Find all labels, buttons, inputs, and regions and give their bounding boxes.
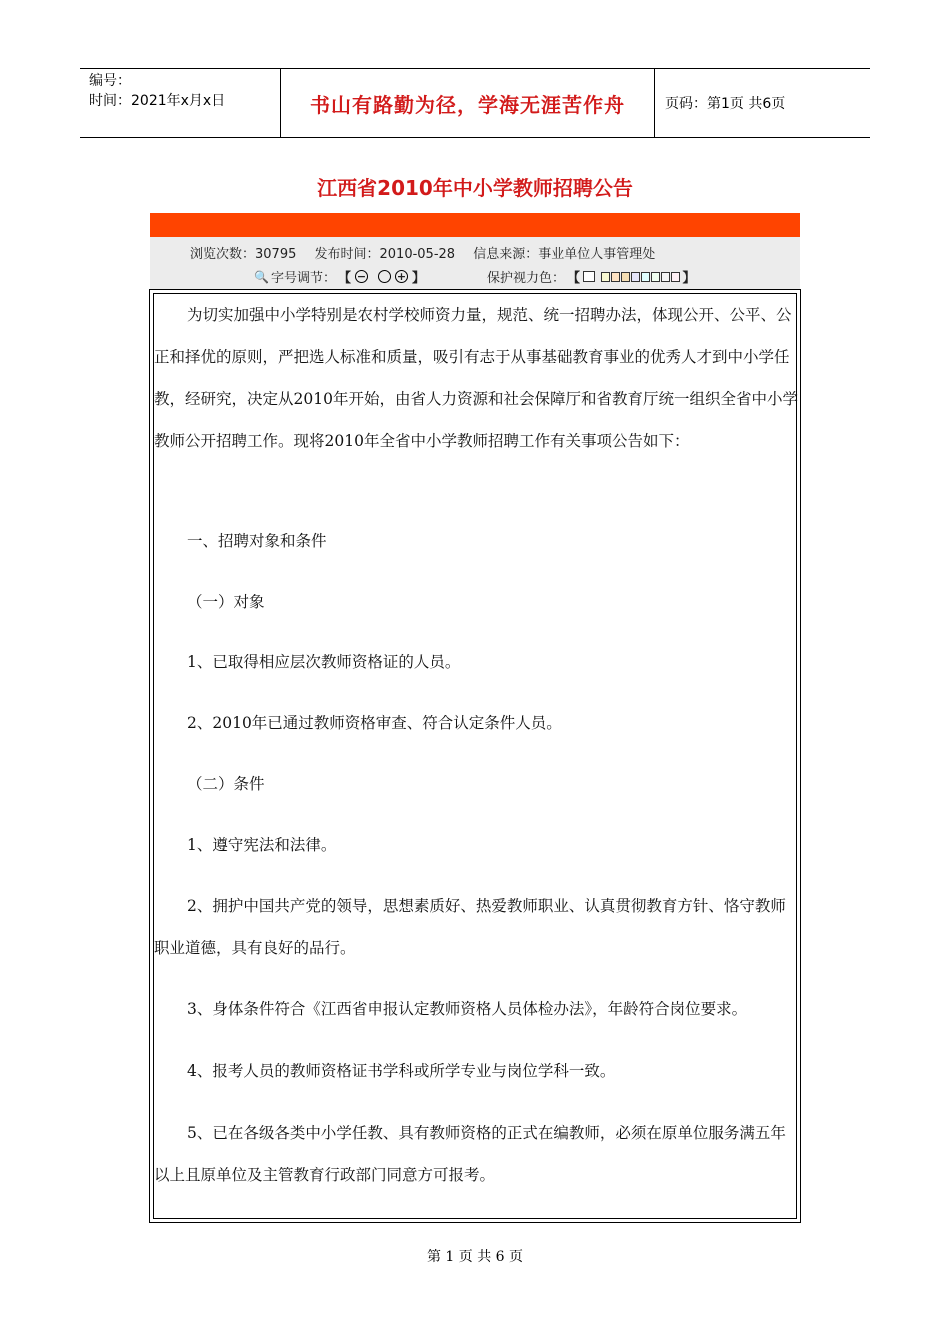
title-banner bbox=[150, 213, 800, 237]
list-item: 3、身体条件符合《江西省申报认定教师资格人员体检办法》，年龄符合岗位要求。 bbox=[187, 1000, 748, 1018]
font-adjust-label: 字号调节： bbox=[270, 271, 336, 286]
bracket-open-icon: 【 bbox=[337, 271, 351, 286]
number-label: 编号： bbox=[89, 73, 131, 89]
subsection-heading: （二）条件 bbox=[187, 775, 265, 793]
motto: 书山有路勤为径，学海无涯苦作舟 bbox=[310, 92, 625, 117]
page-footer: 第 1 页 共 6 页 bbox=[426, 1249, 524, 1265]
color-swatch[interactable] bbox=[651, 272, 660, 282]
color-swatches bbox=[582, 271, 681, 282]
time-label: 时间：2021年x月x日 bbox=[89, 93, 226, 109]
color-swatch[interactable] bbox=[601, 272, 610, 282]
eye-color-label: 保护视力色： bbox=[487, 271, 566, 286]
list-item: 1、遵守宪法和法律。 bbox=[187, 836, 337, 854]
paragraph-intro: 为切实加强中小学特别是农村学校师资力量，规范、统一招聘办法，体现公开、公平、公正和择优的原则，严把选人标准和质量，吸引有志于从事基础教育事业的优秀人才到中小学任教，经研究，决定从2010年开始，由省人力资源和社会保障厅和省教育厅统一组织全省中小学教师公开招聘工作。现将2010年全省中小学教师招聘工作有关事项公告如下： bbox=[154, 306, 798, 450]
bracket-open-icon: 【 bbox=[567, 271, 581, 286]
color-swatch[interactable] bbox=[671, 272, 680, 282]
article-meta bbox=[190, 243, 655, 262]
color-swatch[interactable] bbox=[621, 272, 630, 282]
view-count: 浏览次数：30795 bbox=[190, 247, 297, 262]
document-header bbox=[80, 68, 870, 138]
color-swatch[interactable] bbox=[631, 272, 640, 282]
article-body-frame bbox=[149, 289, 801, 1223]
list-item: 5、已在各级各类中小学任教、具有教师资格的正式在编教师，必须在原单位服务满五年以上且原单位及主管教育行政部门同意方可报考。 bbox=[154, 1124, 786, 1184]
color-swatch[interactable] bbox=[661, 272, 670, 282]
article-body bbox=[153, 293, 797, 1219]
list-item: 2、2010年已通过教师资格审查、符合认定条件人员。 bbox=[187, 714, 562, 732]
article-info-bar bbox=[150, 237, 800, 289]
page-label: 页码：第1页 共6页 bbox=[665, 96, 786, 112]
color-swatch[interactable] bbox=[611, 272, 620, 282]
zoom-in-icon[interactable]: + bbox=[396, 270, 407, 283]
page-title: 江西省2010年中小学教师招聘公告 bbox=[317, 176, 633, 200]
header-meta bbox=[80, 69, 281, 137]
reading-tools bbox=[254, 267, 698, 286]
list-item: 1、已取得相应层次教师资格证的人员。 bbox=[187, 653, 461, 671]
info-source: 信息来源：事业单位人事管理处 bbox=[473, 247, 656, 262]
bracket-close-icon: 】 bbox=[411, 271, 425, 286]
zoom-out-icon[interactable]: − bbox=[356, 270, 367, 283]
section-heading: 一、招聘对象和条件 bbox=[187, 532, 327, 550]
color-swatch[interactable] bbox=[583, 271, 595, 282]
color-swatch[interactable] bbox=[641, 272, 650, 282]
bracket-close-icon: 】 bbox=[682, 271, 696, 286]
reset-size-icon[interactable] bbox=[378, 270, 391, 283]
subsection-heading: （一）对象 bbox=[187, 593, 265, 611]
header-motto-cell bbox=[281, 69, 655, 137]
publish-date: 发布时间：2010-05-28 bbox=[314, 247, 456, 262]
header-page-cell bbox=[655, 69, 870, 137]
list-item: 2、拥护中国共产党的领导，思想素质好、热爱教师职业、认真贯彻教育方针、恪守教师职业道德，具有良好的品行。 bbox=[154, 897, 786, 957]
list-item: 4、报考人员的教师资格证书学科或所学专业与岗位学科一致。 bbox=[187, 1062, 616, 1080]
key-icon: 🔍 bbox=[254, 269, 269, 284]
